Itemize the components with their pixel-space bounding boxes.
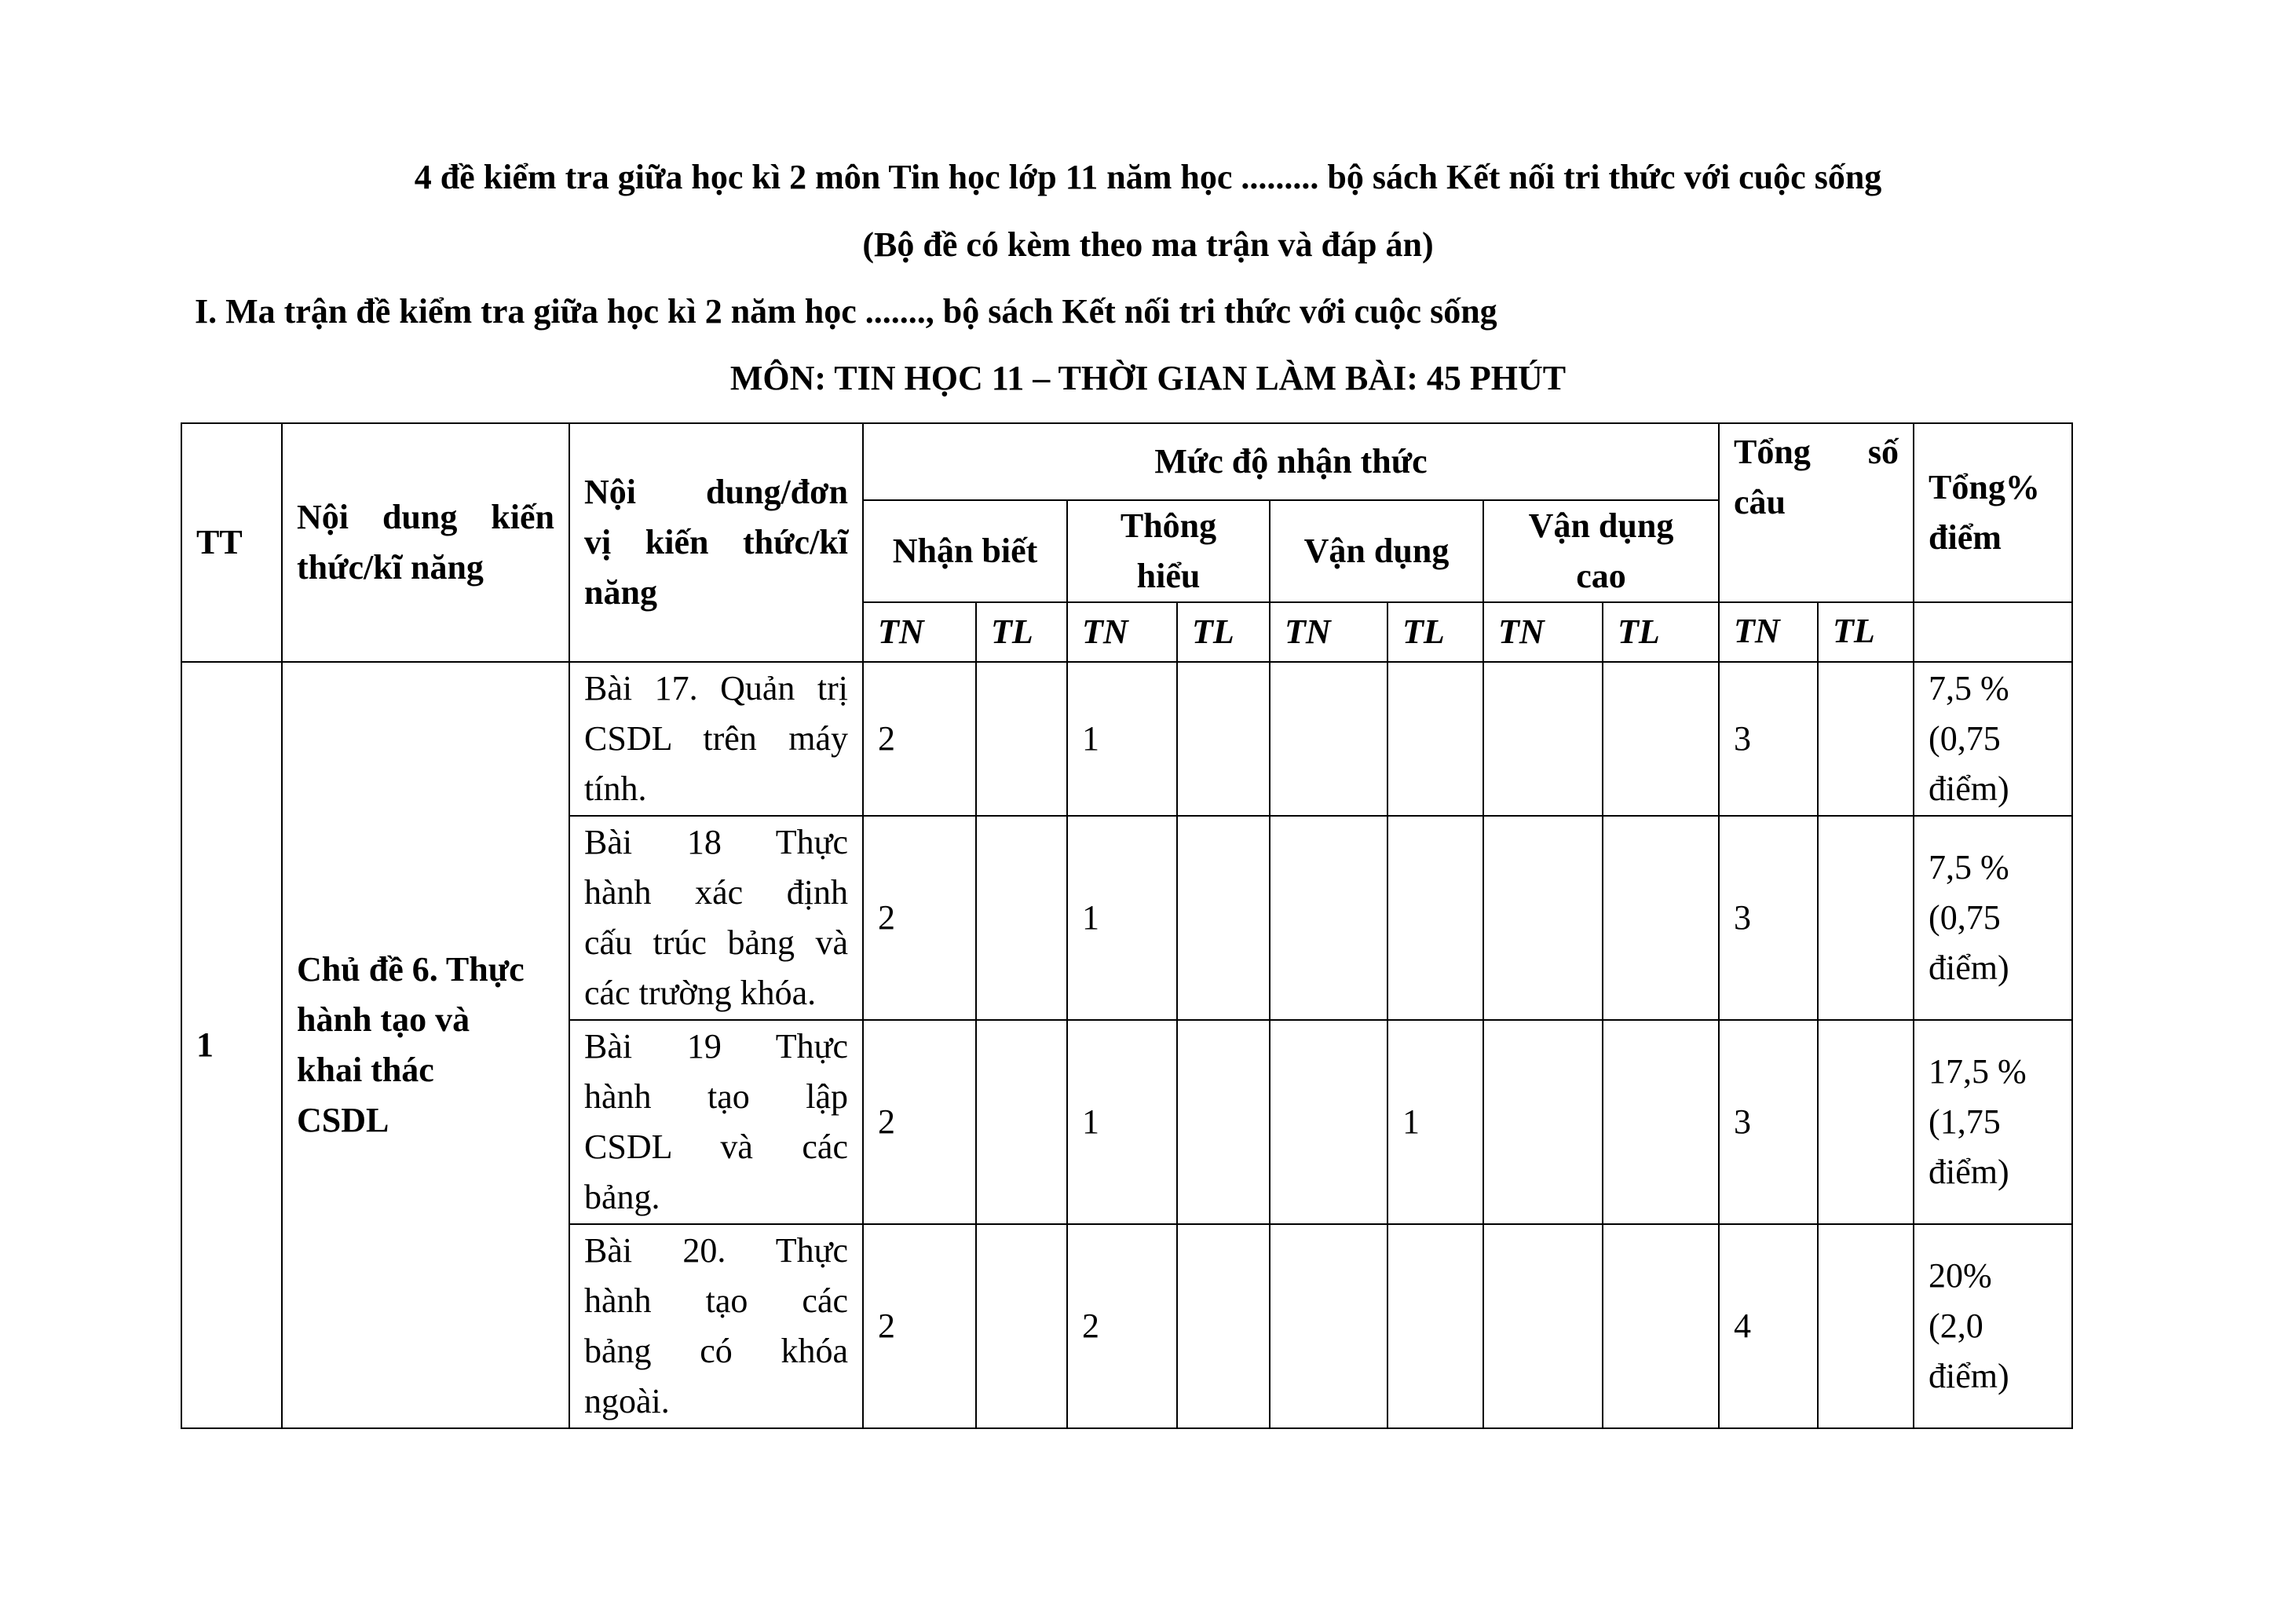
nb-tl-cell bbox=[976, 1020, 1067, 1224]
header-level-recognize: Nhận biết bbox=[863, 500, 1067, 602]
percent-line: (0,75 bbox=[1929, 719, 2001, 758]
percent-line: 17,5 % bbox=[1929, 1052, 2027, 1091]
header-nb-tl: TL bbox=[976, 602, 1067, 662]
header-levels: Mức độ nhận thức bbox=[863, 423, 1719, 500]
vdc-tn-cell bbox=[1483, 662, 1603, 816]
unit-line: các trường khóa. bbox=[584, 974, 817, 1012]
header-vdc-tn: TN bbox=[1483, 602, 1603, 662]
th-tn-cell: 2 bbox=[1067, 1224, 1177, 1428]
th-tl-cell bbox=[1177, 662, 1270, 816]
nb-tl-cell bbox=[976, 1224, 1067, 1428]
total-tn-cell: 4 bbox=[1719, 1224, 1818, 1428]
topic-line4: CSDL bbox=[297, 1101, 389, 1139]
table-row bbox=[181, 662, 2072, 816]
header-percent-line1: Tổng% bbox=[1929, 468, 2040, 506]
vdc-tl-cell bbox=[1603, 1020, 1719, 1224]
percent-line: điểm) bbox=[1929, 769, 2009, 808]
percent-line: (2,0 bbox=[1929, 1307, 1983, 1345]
header-unit-line2: vị kiến thức/kĩ bbox=[584, 523, 848, 561]
header-level-understand-line2: hiểu bbox=[1136, 557, 1201, 595]
topic-line2: hành tạo và bbox=[297, 1000, 470, 1039]
total-tn-cell: 3 bbox=[1719, 1020, 1818, 1224]
th-tn-cell: 1 bbox=[1067, 816, 1177, 1020]
percent-cell bbox=[1914, 1224, 2072, 1428]
header-th-tn: TN bbox=[1067, 602, 1177, 662]
assessment-matrix-table bbox=[181, 422, 2073, 1429]
unit-line: ngoài. bbox=[584, 1382, 670, 1420]
vdc-tn-cell bbox=[1483, 1020, 1603, 1224]
percent-cell bbox=[1914, 662, 2072, 816]
percent-line: 20% bbox=[1929, 1256, 1992, 1295]
vd-tl-cell bbox=[1387, 816, 1483, 1020]
header-unit-line1: Nội dung/đơn bbox=[584, 473, 848, 511]
unit-line: hành tạo lập bbox=[584, 1077, 848, 1116]
header-vdc-tl: TL bbox=[1603, 602, 1719, 662]
percent-line: 7,5 % bbox=[1929, 848, 2009, 886]
unit-cell bbox=[569, 816, 863, 1020]
vdc-tn-cell bbox=[1483, 1224, 1603, 1428]
header-total-line2: câu bbox=[1734, 483, 1786, 521]
topic-name bbox=[282, 662, 569, 1428]
total-tl-cell bbox=[1818, 816, 1914, 1020]
document-subtitle: (Bộ đề có kèm theo ma trận và đáp án) bbox=[862, 225, 1434, 264]
vd-tl-cell bbox=[1387, 1224, 1483, 1428]
vd-tn-cell bbox=[1270, 816, 1387, 1020]
header-vd-tn: TN bbox=[1270, 602, 1387, 662]
vd-tn-cell bbox=[1270, 1020, 1387, 1224]
header-content-line1: Nội dung kiến bbox=[297, 498, 554, 536]
th-tn-cell: 1 bbox=[1067, 662, 1177, 816]
header-level-understand-line1: Thông bbox=[1120, 506, 1217, 545]
nb-tn-cell: 2 bbox=[863, 1020, 976, 1224]
total-tl-cell bbox=[1818, 1224, 1914, 1428]
header-level-understand bbox=[1067, 500, 1270, 602]
header-row-1 bbox=[181, 423, 2072, 500]
unit-line: CSDL và các bbox=[584, 1128, 848, 1166]
unit-line: Bài 18 Thực bbox=[584, 823, 848, 861]
vd-tl-cell: 1 bbox=[1387, 1020, 1483, 1224]
header-level-high bbox=[1483, 500, 1719, 602]
unit-line: bảng. bbox=[584, 1178, 660, 1216]
document-title: 4 đề kiểm tra giữa học kì 2 môn Tin học lớp 11 năm học ......... bộ sách Kết nối tri thức với cuộc sống bbox=[414, 158, 1882, 196]
header-level-high-line2: cao bbox=[1576, 557, 1626, 595]
vdc-tl-cell bbox=[1603, 662, 1719, 816]
vdc-tl-cell bbox=[1603, 816, 1719, 1020]
total-tn-cell: 3 bbox=[1719, 816, 1818, 1020]
header-percent bbox=[1914, 423, 2072, 602]
nb-tn-cell: 2 bbox=[863, 816, 976, 1020]
vdc-tn-cell bbox=[1483, 816, 1603, 1020]
nb-tn-cell: 2 bbox=[863, 1224, 976, 1428]
topic-line1: Chủ đề 6. Thực bbox=[297, 950, 525, 989]
header-level-apply: Vận dụng bbox=[1270, 500, 1483, 602]
topic-tt: 1 bbox=[181, 662, 282, 1428]
percent-cell bbox=[1914, 1020, 2072, 1224]
header-total-line1: Tổng số bbox=[1734, 433, 1899, 471]
unit-cell bbox=[569, 1224, 863, 1428]
unit-line: hành tạo các bbox=[584, 1281, 848, 1320]
unit-line: bảng có khóa bbox=[584, 1332, 848, 1370]
th-tn-cell: 1 bbox=[1067, 1020, 1177, 1224]
header-unit-line3: năng bbox=[584, 573, 657, 612]
percent-line: điểm) bbox=[1929, 1357, 2009, 1395]
percent-line: điểm) bbox=[1929, 1153, 2009, 1191]
header-content-line2: thức/kĩ năng bbox=[297, 548, 484, 587]
header-total-tn: TN bbox=[1719, 602, 1818, 662]
unit-line: hành xác định bbox=[584, 873, 848, 912]
percent-line: điểm) bbox=[1929, 949, 2009, 987]
header-percent-empty bbox=[1914, 602, 2072, 662]
vdc-tl-cell bbox=[1603, 1224, 1719, 1428]
unit-line: CSDL trên máy bbox=[584, 719, 848, 758]
unit-line: Bài 20. Thực bbox=[584, 1231, 848, 1270]
header-level-high-line1: Vận dụng bbox=[1528, 506, 1674, 545]
th-tl-cell bbox=[1177, 1020, 1270, 1224]
header-total-tl: TL bbox=[1818, 602, 1914, 662]
total-tl-cell bbox=[1818, 1020, 1914, 1224]
unit-line: cấu trúc bảng và bbox=[584, 923, 848, 962]
unit-line: Bài 19 Thực bbox=[584, 1027, 848, 1066]
nb-tl-cell bbox=[976, 816, 1067, 1020]
section-heading: I. Ma trận đề kiểm tra giữa học kì 2 năm học ......., bộ sách Kết nối tri thức với cuộc sống bbox=[195, 292, 1497, 331]
header-tt: TT bbox=[181, 423, 282, 662]
th-tl-cell bbox=[1177, 816, 1270, 1020]
unit-cell bbox=[569, 662, 863, 816]
total-tn-cell: 3 bbox=[1719, 662, 1818, 816]
header-total bbox=[1719, 423, 1914, 602]
unit-line: Bài 17. Quản trị bbox=[584, 669, 848, 707]
unit-line: tính. bbox=[584, 769, 647, 808]
vd-tn-cell bbox=[1270, 1224, 1387, 1428]
header-nb-tn: TN bbox=[863, 602, 976, 662]
percent-cell bbox=[1914, 816, 2072, 1020]
percent-line: (1,75 bbox=[1929, 1102, 2001, 1141]
subject-heading: MÔN: TIN HỌC 11 – THỜI GIAN LÀM BÀI: 45 PHÚT bbox=[729, 359, 1567, 397]
header-vd-tl: TL bbox=[1387, 602, 1483, 662]
header-content bbox=[282, 423, 569, 662]
total-tl-cell bbox=[1818, 662, 1914, 816]
th-tl-cell bbox=[1177, 1224, 1270, 1428]
topic-line3: khai thác bbox=[297, 1051, 434, 1089]
header-unit bbox=[569, 423, 863, 662]
nb-tn-cell: 2 bbox=[863, 662, 976, 816]
unit-cell bbox=[569, 1020, 863, 1224]
header-th-tl: TL bbox=[1177, 602, 1270, 662]
nb-tl-cell bbox=[976, 662, 1067, 816]
percent-line: 7,5 % bbox=[1929, 669, 2009, 707]
percent-line: (0,75 bbox=[1929, 898, 2001, 937]
header-percent-line2: điểm bbox=[1929, 518, 2002, 557]
vd-tl-cell bbox=[1387, 662, 1483, 816]
vd-tn-cell bbox=[1270, 662, 1387, 816]
